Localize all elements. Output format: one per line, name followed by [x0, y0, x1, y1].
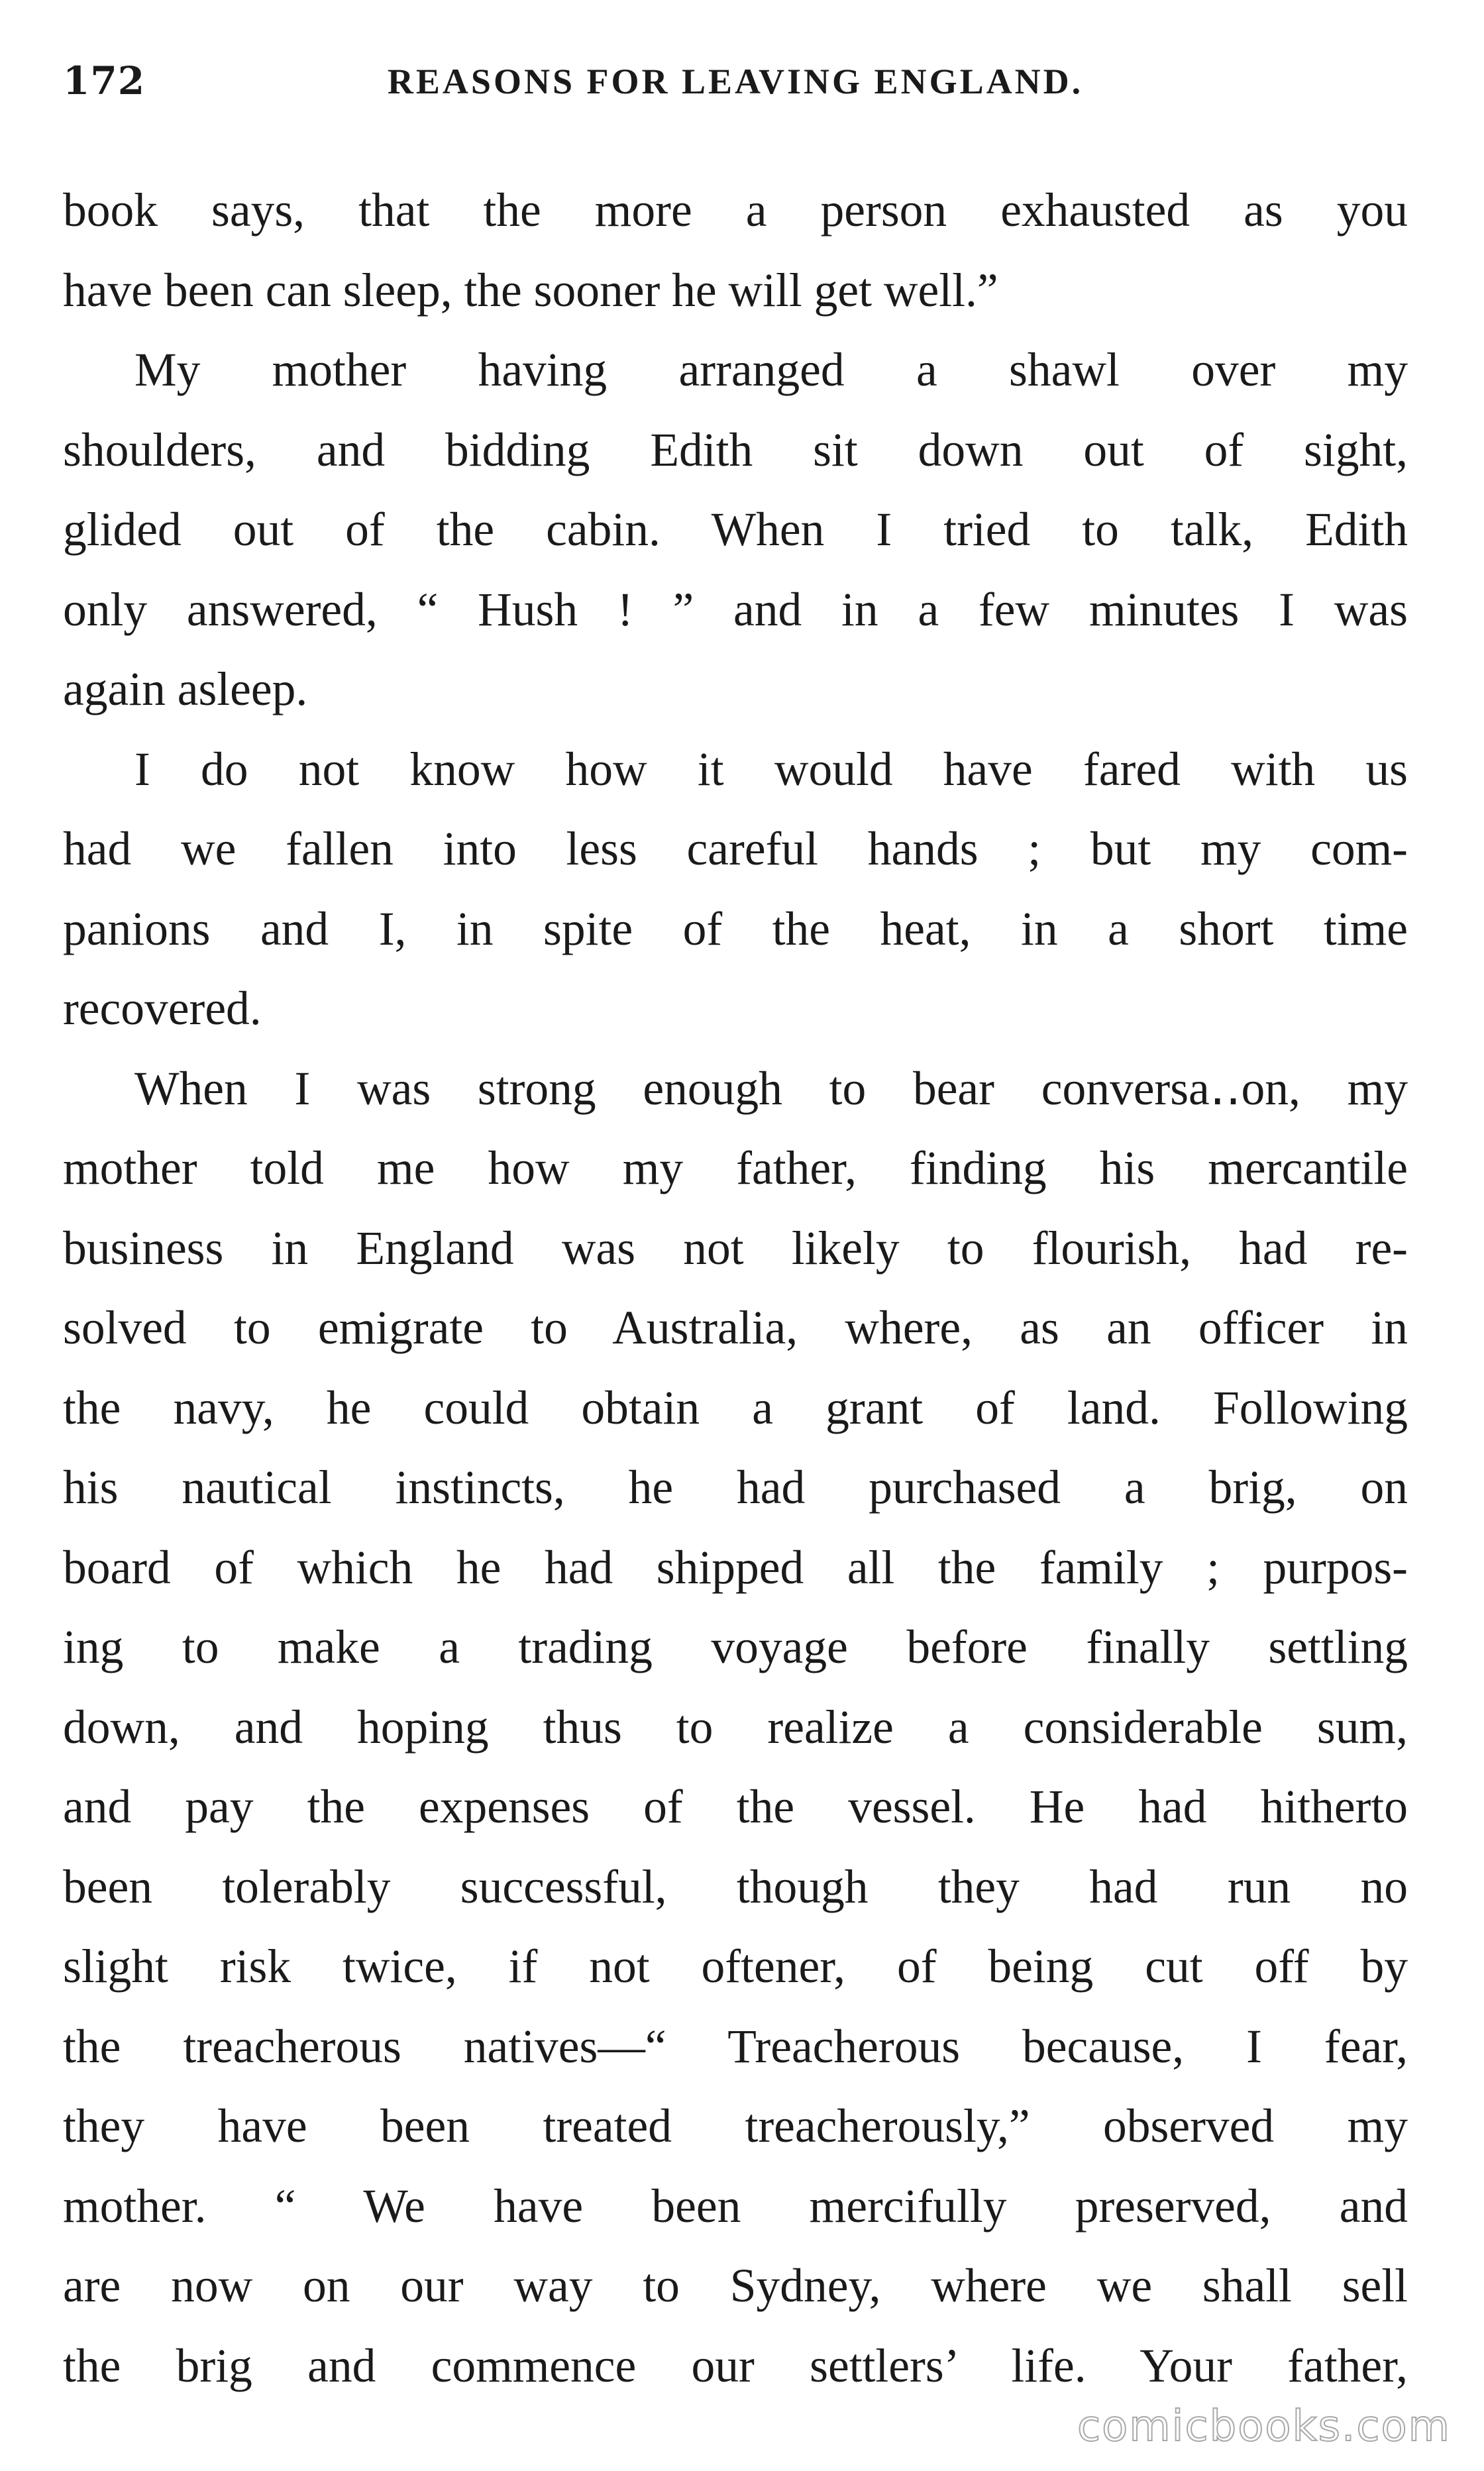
text-line: ing to make a trading voyage before finally settling: [63, 1621, 1408, 1673]
paragraph-line: [63, 490, 1408, 570]
text-line: My mother having arranged a shawl over my: [134, 344, 1408, 396]
paragraph-line: [63, 570, 1408, 651]
text-line: been tolerably successful, though they had run no: [63, 1860, 1408, 1913]
paragraph-line: [63, 411, 1408, 491]
text-line: have been can sleep, the sooner he will get well.”: [63, 264, 998, 317]
text-line: board of which he had shipped all the family ; purpos-: [63, 1541, 1408, 1594]
paragraph-line: [63, 1848, 1408, 1928]
text-line: book says, that the more a person exhausted as you: [63, 184, 1408, 237]
paragraph-line: [63, 810, 1408, 890]
paragraph-line: [63, 2167, 1408, 2247]
paragraph-line: [63, 331, 1408, 411]
watermark: comicbooks.com: [1077, 2402, 1451, 2451]
paragraph-line: [63, 2087, 1408, 2167]
paragraph-line: [63, 2246, 1408, 2327]
paragraph-line: [63, 890, 1408, 970]
text-line: are now on our way to Sydney, where we shall sell: [63, 2260, 1408, 2312]
paragraph-line: [63, 1209, 1408, 1289]
paragraph-line: [63, 1688, 1408, 1768]
text-line: business in England was not likely to flourish, had re-: [63, 1222, 1408, 1275]
text-line: mother told me how my father, finding his mercantile: [63, 1142, 1408, 1194]
paragraph-line: [63, 1288, 1408, 1369]
text-line: had we fallen into less careful hands ; but my com-: [63, 823, 1408, 875]
paragraph-line: [63, 650, 1408, 730]
text-line: the treacherous natives—“ Treacherous because, I fear,: [63, 2020, 1408, 2073]
text-line: recovered.: [63, 982, 262, 1035]
page-number: 172: [63, 58, 146, 103]
text-line: solved to emigrate to Australia, where, as an officer in: [63, 1302, 1408, 1354]
running-head: [63, 58, 1408, 118]
text-line: his nautical instincts, he had purchased a brig, on: [63, 1461, 1408, 1514]
paragraph-continuation-end: [63, 251, 1408, 331]
paragraph-line: [63, 1129, 1408, 1209]
text-line: only answered, “ Hush ! ” and in a few minutes I was: [63, 583, 1408, 636]
text-line: I do not know how it would have fared with us: [134, 743, 1408, 796]
paragraph-continuation: [63, 171, 1408, 251]
text-line: down, and hoping thus to realize a considerable sum,: [63, 1701, 1408, 1754]
text-line: panions and I, in spite of the heat, in a short time: [63, 902, 1408, 955]
paragraph-line: [63, 1369, 1408, 1449]
text-line: glided out of the cabin. When I tried to talk, Edith: [63, 503, 1408, 556]
text-line: and pay the expenses of the vessel. He had hitherto: [63, 1781, 1408, 1833]
body-text: [63, 171, 1408, 2406]
text-line: they have been treated treacherously,” observed my: [63, 2100, 1408, 2152]
running-title: REASONS FOR LEAVING ENGLAND.: [387, 62, 1084, 101]
paragraph-line: [63, 969, 1408, 1049]
text-line: slight risk twice, if not oftener, of being cut off by: [63, 1940, 1408, 1993]
paragraph-line: [63, 1608, 1408, 1688]
text-line: mother. “ We have been mercifully preserved, and: [63, 2180, 1408, 2233]
paragraph-line: [63, 1448, 1408, 1528]
paragraph-line: [63, 730, 1408, 810]
text-line: the navy, he could obtain a grant of land. Following: [63, 1381, 1408, 1434]
paragraph-line: [63, 2007, 1408, 2087]
paragraph-line: [63, 2327, 1408, 2407]
text-line: again asleep.: [63, 663, 308, 715]
text-line: When I was strong enough to bear conversa‥on, my: [134, 1062, 1408, 1115]
text-line: the brig and commence our settlers’ life. Your father,: [63, 2339, 1408, 2392]
paragraph-line: [63, 1528, 1408, 1608]
paragraph-line: [63, 1927, 1408, 2007]
paragraph-line: [63, 1049, 1408, 1130]
text-line: shoulders, and bidding Edith sit down out of sight,: [63, 423, 1408, 476]
paragraph-line: [63, 1767, 1408, 1848]
